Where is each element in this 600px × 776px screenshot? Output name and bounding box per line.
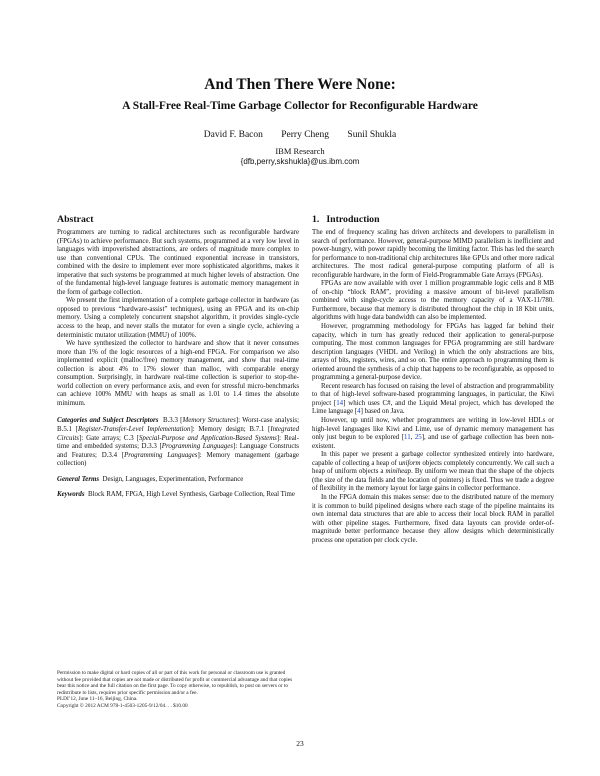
author-list (0, 130, 600, 140)
categories-block (57, 417, 299, 468)
category-name: Programming Languages (161, 443, 233, 451)
category-code: ]: Worst-case analysis; B.5.1 [ (57, 417, 299, 434)
intro-paragraph: In the FPGA domain this makes sense: due to the distributed nature of the memory it is common to build pipelined designs where each stage of the pipeline maintains its own internal data structures that are able to access their local block RAM in parallel with other pipeline stages. Furthermore, fixed data layouts can provide order-of-magnitude better performance because they allow designs which deterministically process one operation per clock cycle. (312, 493, 554, 544)
text-run: , (410, 434, 415, 442)
emphasis: uniform (398, 459, 421, 467)
category-name: Register-Transfer-Level Implementation (77, 426, 191, 434)
copyright-text: Copyright © 2012 ACM 978-1-4503-1205-9/12/04. . . $10.00 (57, 702, 188, 709)
text-run: In this paper we present a garbage collector synthesized entirely into hardware, capable of collecting a heap of (312, 451, 554, 467)
author-name: David F. Bacon (203, 130, 263, 140)
citation-link[interactable]: 25 (414, 434, 422, 442)
author-name: Sunil Shukla (347, 130, 397, 140)
keywords-text: Block RAM, FPGA, High Level Synthesis, Garbage Collection, Real Time (88, 491, 295, 499)
author-name: Perry Cheng (281, 130, 330, 140)
category-name: Programming Languages (124, 451, 198, 459)
category-code: ]: Memory design; B.7.1 [ (190, 426, 271, 434)
section-title: Introduction (326, 214, 380, 225)
author-email: {dfb,perry,skshukla}@us.ibm.com (240, 157, 360, 166)
emphasis: miniheap (385, 468, 412, 476)
permission-footnote (57, 670, 299, 710)
abstract-paragraph: Programmers are turning to radical architectures such as reconfigurable hardware (FPGAs) to achieve performance. But such systems, programmed at a very low level in languages with impoverished abstractions, are orders of magnitude more complex to use than conventional CPUs. The continued exponential increase in transistors, combined with the desire to implement ever more sophisticated algorithms, makes it imperative that such systems be programmed at much higher levels of abstraction. One of the fundamental high-level language features is automatic memory management in the form of garbage collection. (57, 229, 299, 296)
permission-text: Permission to make digital or hard copies of all or part of this work for personal or classroom use is granted without fee provided that copies are not made or distributed for profit or commercial advantage and that copies bear this notice and the full citation on the first page. To copy otherwise, to republish, to post on servers or to redistribute to lists, requires prior specific permission and/or a fee. (57, 670, 293, 696)
intro-paragraph (312, 417, 554, 451)
category-code: ]: Memory management (garbage collection) (57, 451, 299, 468)
paper-title: And Then There Were None: (204, 76, 396, 93)
text-run: ] which uses C#, and the Liquid Metal project, which has developed the Lime language [ (312, 399, 554, 416)
category-code: ]: Real-time and embedded systems; D.3.3 [ (57, 434, 299, 451)
text-run: ], and use of garbage collection has been non-existent. (312, 434, 554, 450)
citation-link[interactable]: 11 (404, 434, 411, 442)
page-number: 23 (296, 739, 304, 748)
right-column (312, 214, 554, 545)
keywords-block (57, 491, 299, 500)
section-number: 1. (312, 214, 320, 225)
category-code: ]: Language Constructs and Features; D.3.4 [ (57, 443, 299, 459)
categories-label: Categories and Subject Descriptors (57, 417, 159, 425)
general-terms-block (57, 476, 299, 485)
abstract-paragraph: We have synthesized the collector to hardware and show that it never consumes more than 1% of the logic resources of a high-end FPGA. For comparison we also implemented explicit (malloc/free) memory management, and show that real-time collection is about 4% to 17% slower than malloc, with comparable energy consumption. Surprisingly, in hardware real-time collection is superior to stop-the-world collection on every performance axis, and even for stressful micro-benchmarks can achieve 100% MMU with heaps as small as 1.01 to 1.4 times the absolute minimum. (57, 340, 299, 407)
left-column (57, 214, 299, 500)
paper-subtitle: A Stall-Free Real-Time Garbage Collector for Reconfigurable Hardware (122, 100, 478, 112)
introduction-heading (312, 214, 554, 225)
venue-text: PLDI’12, June 11–16, Beijing, China. (57, 696, 138, 703)
categories-text (57, 417, 299, 467)
category-code: ]: Gate arrays; C.3 [ (78, 434, 139, 442)
citation-link[interactable]: 14 (336, 399, 344, 407)
category-code: B.3.3 [ (162, 417, 183, 425)
intro-paragraph (312, 383, 554, 417)
category-name: Memory Structures (182, 417, 236, 425)
keywords-label: Keywords (57, 491, 85, 499)
general-terms-label: General Terms (57, 475, 100, 483)
general-terms-text: Design, Languages, Experimentation, Performance (102, 475, 244, 483)
citation-link[interactable]: 4 (357, 408, 361, 416)
text-run: However, up until now, whether programmers are writing in low-level HDLs or high-level languages like Kiwi and Lime, use of dynamic memory management has only just begun to be explored [ (312, 417, 554, 442)
intro-paragraph: However, programming methodology for FPGAs has lagged far behind their capacity, which in turn has greatly reduced their application to general-purpose computing. The most common languages for FPGA programming are still hardware description languages (VHDL and Verilog) in which the only abstractions are bits, arrays of bits, registers, wires, and so on. The entire approach to programming them is oriented around the synthesis of a chip that happens to be reconfigurable, as opposed to programming a general-purpose device. (312, 323, 554, 382)
intro-paragraph: The end of frequency scaling has driven architects and developers to parallelism in search of performance. However, general-purpose MIMD parallelism is inefficient and power-hungry, with power rapidly becoming the limiting factor. This has led the search for performance to non-traditional chip architectures like GPUs and other more radical architectures. The most radical general-purpose computing platform of all is reconfigurable hardware, in the form of Field-Programmable Gate Arrays (FPGAs). (312, 229, 554, 279)
text-run: Recent research has focused on raising the level of abstraction and programmability to that of high-level software-based programming languages, in particular, the Kiwi project [ (312, 382, 554, 407)
abstract-paragraph: We present the first implementation of a complete garbage collector in hardware (as opposed to previous “hardware-assist” techniques), using an FPGA and its on-chip memory. Using a completely concurrent snapshot algorithm, it provides single-cycle access to the heap, and never stalls the mutator for even a single cycle, achieving a deterministic mutator utilization (MMU) of 100%. (57, 297, 299, 339)
intro-paragraph (312, 451, 554, 494)
intro-paragraph: FPGAs are now available with over 1 million programmable logic cells and 8 MB of on-chip “block RAM”, providing a massive amount of bit-level parallelism combined with single-cycle access to the memory capacity of a VAX-11/780. Furthermore, because that memory is distributed throughout the chip in 18 Kbit units, algorithms with huge data bandwidth can also be implemented. (312, 280, 554, 322)
text-run: . By uniform we mean that the shape of the objects (the size of the data fields and the location of pointers) is fixed. Thus we trade a degree of flexibility in the memory layout for large gains in collector performance. (312, 468, 554, 493)
category-name: Special-Purpose and Application-Based Systems (138, 434, 277, 442)
category-name: Integrated Circuits (57, 426, 300, 442)
affiliation: IBM Research (275, 146, 325, 156)
text-run: ] based on Java. (360, 408, 405, 416)
text-run: objects completely concurrently. We call such a heap of uniform objects a (312, 459, 555, 476)
abstract-heading: Abstract (57, 214, 94, 225)
